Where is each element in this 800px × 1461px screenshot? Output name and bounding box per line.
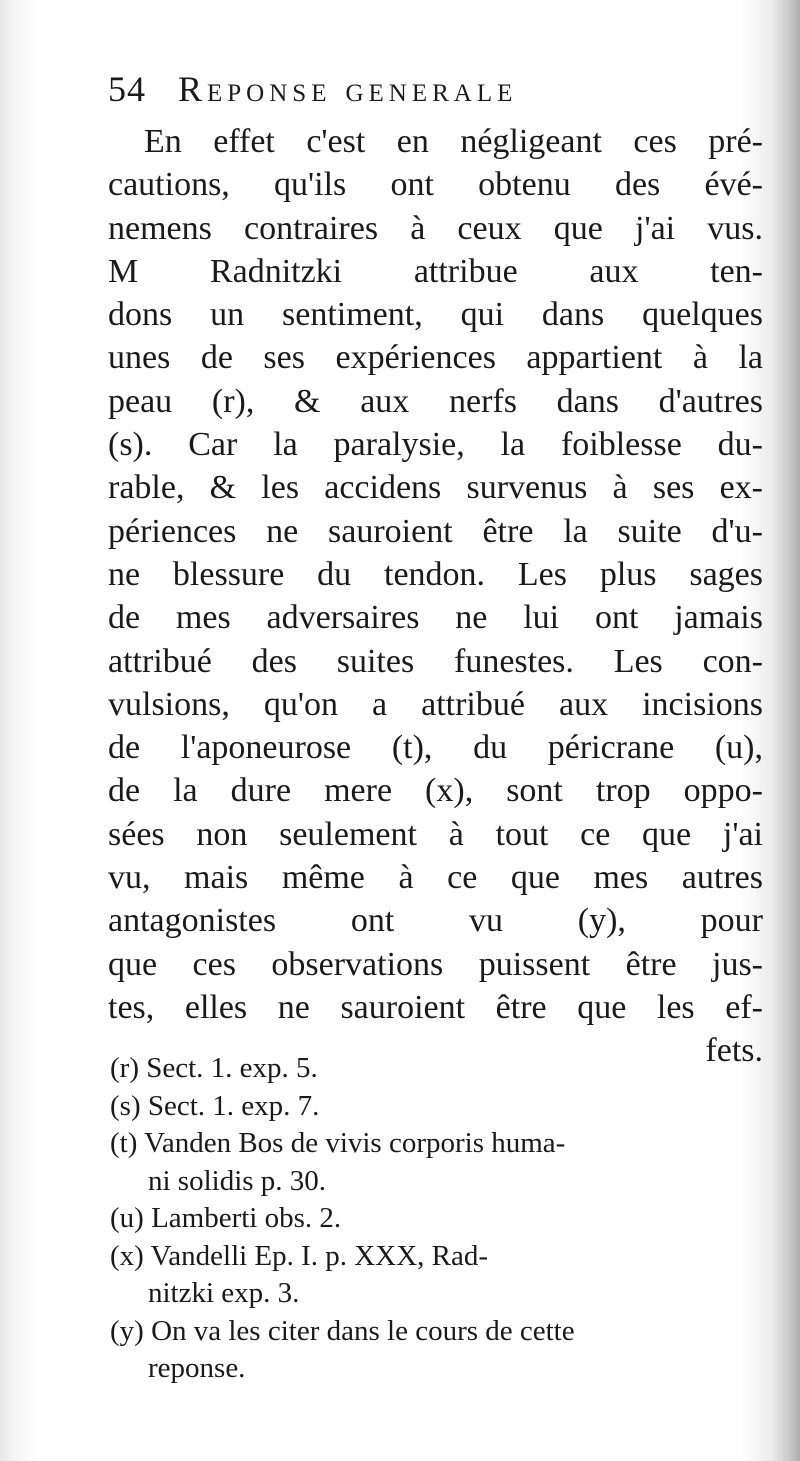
text-line: rable, & les accidens survenus à ses ex-: [108, 469, 763, 507]
text-line: sées non seulement à tout ce que j'ai: [108, 815, 763, 853]
footnote-s: (s) Sect. 1. exp. 7.: [110, 1089, 320, 1122]
footnote-y-continued: reponse.: [148, 1352, 246, 1384]
running-title: Reponse generale: [178, 69, 518, 109]
text-line: nemens contraires à ceux que j'ai vus.: [108, 209, 763, 247]
footnote-u: (u) Lamberti obs. 2.: [110, 1202, 342, 1234]
text-line: (s). Car la paralysie, la foiblesse du-: [108, 426, 763, 464]
footnotes: [110, 1050, 790, 1388]
text-line: attribué des suites funestes. Les con-: [108, 642, 763, 680]
footnote-x-continued: nitzki exp. 3.: [148, 1277, 300, 1309]
text-line: tes, elles ne sauroient être que les ef-: [108, 988, 763, 1026]
text-line: périences ne sauroient être la suite d'u-: [108, 512, 763, 550]
text-line: de l'aponeurose (t), du péricrane (u),: [108, 729, 763, 767]
footnote-x: (x) Vandelli Ep. I. p. XXX, Rad-: [110, 1239, 489, 1272]
footnote-y: (y) On va les citer dans le cours de cette: [110, 1314, 575, 1347]
text-line: M Radnitzki attribue aux ten-: [108, 252, 763, 290]
text-line: vulsions, qu'on a attribué aux incisions: [108, 685, 763, 723]
text-line: de mes adversaires ne lui ont jamais: [108, 599, 763, 637]
catchword: fets.: [705, 1032, 763, 1070]
footnote-t: (t) Vanden Bos de vivis corporis huma-: [110, 1127, 566, 1159]
text-line: vu, mais même à ce que mes autres: [108, 859, 763, 897]
body-text: [108, 120, 763, 1073]
text-line: dons un sentiment, qui dans quelques: [108, 296, 763, 334]
text-line: En effet c'est en négligeant ces pré-: [144, 123, 763, 160]
running-header: [108, 68, 688, 112]
text-line: peau (r), & aux nerfs dans d'autres: [108, 382, 763, 420]
text-line: antagonistes ont vu (y), pour: [108, 902, 763, 940]
text-line: cautions, qu'ils ont obtenu des évé-: [108, 166, 763, 204]
footnote-t-continued: ni solidis p. 30.: [148, 1164, 327, 1197]
page-number: 54: [108, 69, 146, 109]
text-line: unes de ses expériences appartient à la: [108, 339, 763, 377]
footnote-r: (r) Sect. 1. exp. 5.: [110, 1052, 318, 1084]
text-line: de la dure mere (x), sont trop oppo-: [108, 772, 763, 810]
text-line: ne blessure du tendon. Les plus sages: [108, 555, 763, 593]
text-line: que ces observations puissent être jus-: [108, 945, 763, 983]
